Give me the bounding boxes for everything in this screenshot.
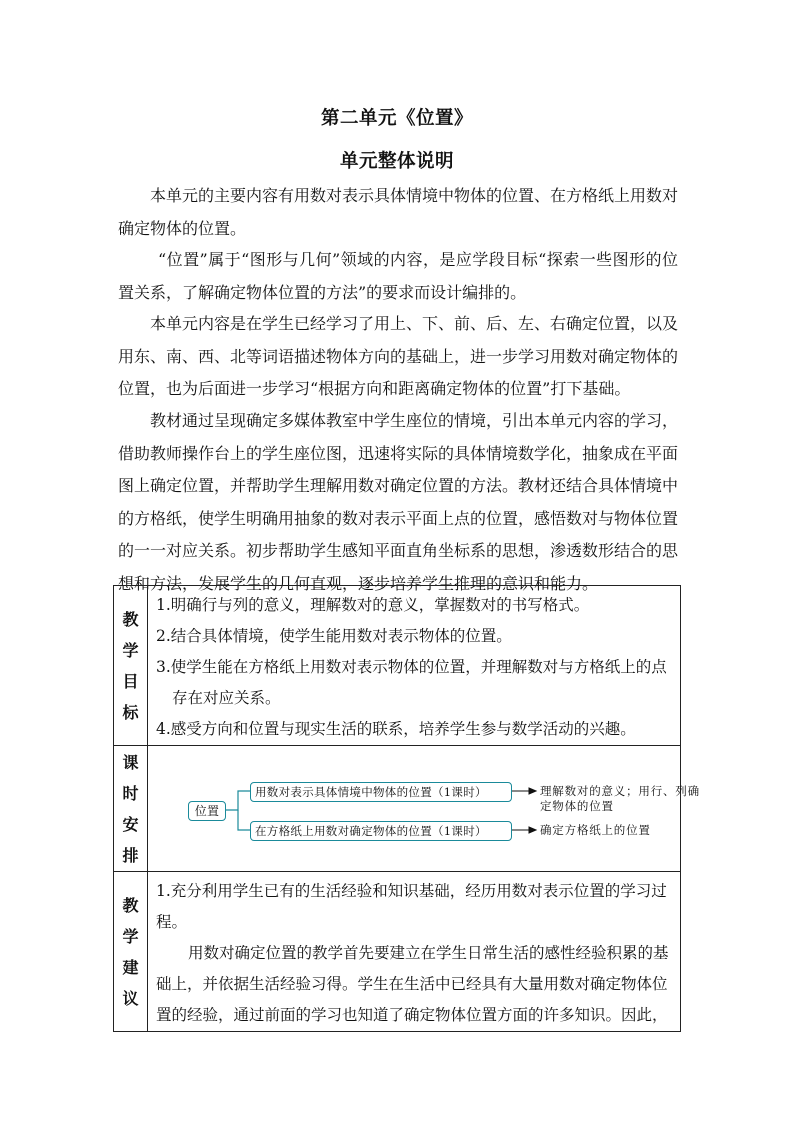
intro-paragraph (118, 244, 678, 309)
lesson-node-b: 在方格纸上用数对确定物体的位置（1课时） (250, 821, 512, 841)
advice-label: 教 学 建 议 (114, 872, 148, 1032)
lesson-result-a: 理解数对的意义；用行、列确定物体的位置 (540, 784, 700, 813)
unit-plan-table (113, 585, 700, 1032)
schedule-content (148, 746, 700, 872)
lesson-node-a: 用数对表示具体情境中物体的位置（1课时） (250, 782, 512, 802)
lesson-diagram (148, 746, 700, 871)
advice-row (114, 872, 681, 1032)
page-title: 第二单元《位置》 (320, 108, 473, 129)
goal-item: 1.明确行与列的意义，理解数对的意义，掌握数对的书写格式。 (156, 596, 590, 614)
page-subtitle: 单元整体说明 (339, 151, 454, 172)
goals-content (148, 586, 681, 746)
schedule-row (114, 746, 681, 872)
intro-text-3: 本单元内容是在学生已经学习了用上、下、前、后、左、右确定位置，以及用东、南、西、北等词语描述物体方向的基础上，进一步学习用数对确定物体的位置，也为后面进一步学习“根据方向和距离确定物体的位置”打下基础。 (118, 314, 679, 398)
topic-node-position: 位置 (188, 801, 226, 821)
intro-text-4: 教材通过呈现确定多媒体教室中学生座位的情境，引出本单元内容的学习，借助教师操作台上的学生座位图，迅速将实际的具体情境数学化，抽象成在平面图上确定位置，并帮助学生理解用数对确定位置的方法。教材还结合具体情境中的方格纸，使学生明确用抽象的数对表示平面上点的位置，感悟数对与物体位置的一一对应关系。初步帮助学生感知平面直角坐标系的思想，渗透数形结合的思想和方法，发展学生的几何直观，逐步培养学生推理的意识和能力。 (118, 411, 679, 593)
goal-item: 4.感受方向和位置与现实生活的联系，培养学生参与数学活动的兴趣。 (156, 720, 636, 738)
intro-paragraph (118, 180, 678, 245)
intro-paragraph (118, 405, 678, 600)
goals-label: 教 学 目 标 (114, 586, 148, 746)
goal-item-continued: 存在对应关系。 (172, 689, 281, 707)
lesson-result-b: 确定方格纸上的位置 (540, 823, 651, 837)
goal-item: 2.结合具体情境，使学生能用数对表示物体的位置。 (156, 627, 512, 645)
goal-item: 3.使学生能在方格纸上用数对表示物体的位置，并理解数对与方格纸上的点 (156, 658, 667, 676)
goals-row (114, 586, 681, 746)
intro-paragraph (118, 308, 678, 406)
advice-content (148, 872, 681, 1032)
schedule-label: 课 时 安 排 (114, 746, 148, 872)
intro-text-2: “位置”属于“图形与几何”领域的内容，是应学段目标“探索一些图形的位置关系，了解确定物体位置的方法”的要求而设计编排的。 (118, 250, 678, 302)
intro-text-1: 本单元的主要内容有用数对表示具体情境中物体的位置、在方格纸上用数对确定物体的位置。 (118, 186, 679, 238)
advice-item: 1.充分利用学生已有的生活经验和知识基础，经历用数对表示位置的学习过程。 (156, 882, 667, 931)
advice-paragraph: 用数对确定位置的教学首先要建立在学生日常生活的感性经验积累的基础上，并依据生活经验习得。学生在生活中已经具有大量用数对确定物体位置的经验，通过前面的学习也知道了确定物体位置方面的许多知识。因此， (156, 944, 669, 1024)
